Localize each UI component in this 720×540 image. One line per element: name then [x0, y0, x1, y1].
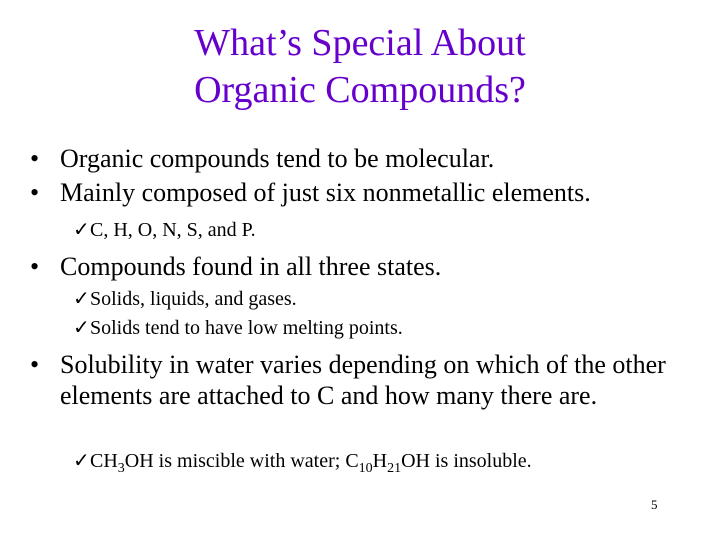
sub-bullet-text: Solids, liquids, and gases.	[90, 288, 297, 310]
sub-bullet-item	[73, 217, 673, 243]
bullet-dot-icon: •	[30, 252, 40, 281]
formula-subscript: 3	[117, 461, 125, 476]
bullet-dot-icon: •	[30, 178, 40, 207]
bullet-text: Organic compounds tend to be molecular.	[60, 144, 495, 173]
formula-methanol-prefix: CH	[90, 450, 118, 472]
checkmark-icon: ✓	[73, 317, 90, 339]
bullet-dot-icon: •	[30, 350, 40, 379]
formula-text: OH is miscible with water; C	[124, 450, 359, 472]
bullet-dot-icon: •	[30, 144, 40, 173]
bullet-item	[30, 143, 670, 174]
slide-title	[0, 20, 720, 114]
sub-bullet-formula-text	[90, 448, 673, 474]
bullet-text: Solubility in water varies depending on which of the other elements are attached to C and how many there are.	[60, 350, 666, 410]
checkmark-icon: ✓	[73, 219, 90, 241]
bullet-text: Compounds found in all three states.	[60, 252, 442, 281]
bullet-text: Mainly composed of just six nonmetallic elements.	[60, 178, 591, 207]
page-number: 5	[651, 497, 658, 512]
title-line-2: Organic Compounds?	[194, 69, 526, 111]
bullet-item	[30, 177, 670, 208]
bullet-item	[30, 251, 670, 282]
sub-bullet-text: Solids tend to have low melting points.	[90, 317, 403, 339]
formula-subscript: 10	[358, 461, 373, 476]
checkmark-icon: ✓	[73, 450, 90, 472]
sub-bullet-item	[73, 448, 673, 474]
formula-subscript: 21	[387, 461, 402, 476]
bullet-item	[30, 349, 670, 411]
title-line-1: What’s Special About	[194, 22, 526, 64]
sub-bullet-text: C, H, O, N, S, and P.	[90, 219, 256, 241]
sub-bullet-item	[73, 315, 673, 341]
sub-bullet-item	[73, 286, 673, 312]
formula-text: H	[372, 450, 388, 472]
formula-text: OH is insoluble.	[401, 450, 532, 472]
checkmark-icon: ✓	[73, 288, 90, 310]
